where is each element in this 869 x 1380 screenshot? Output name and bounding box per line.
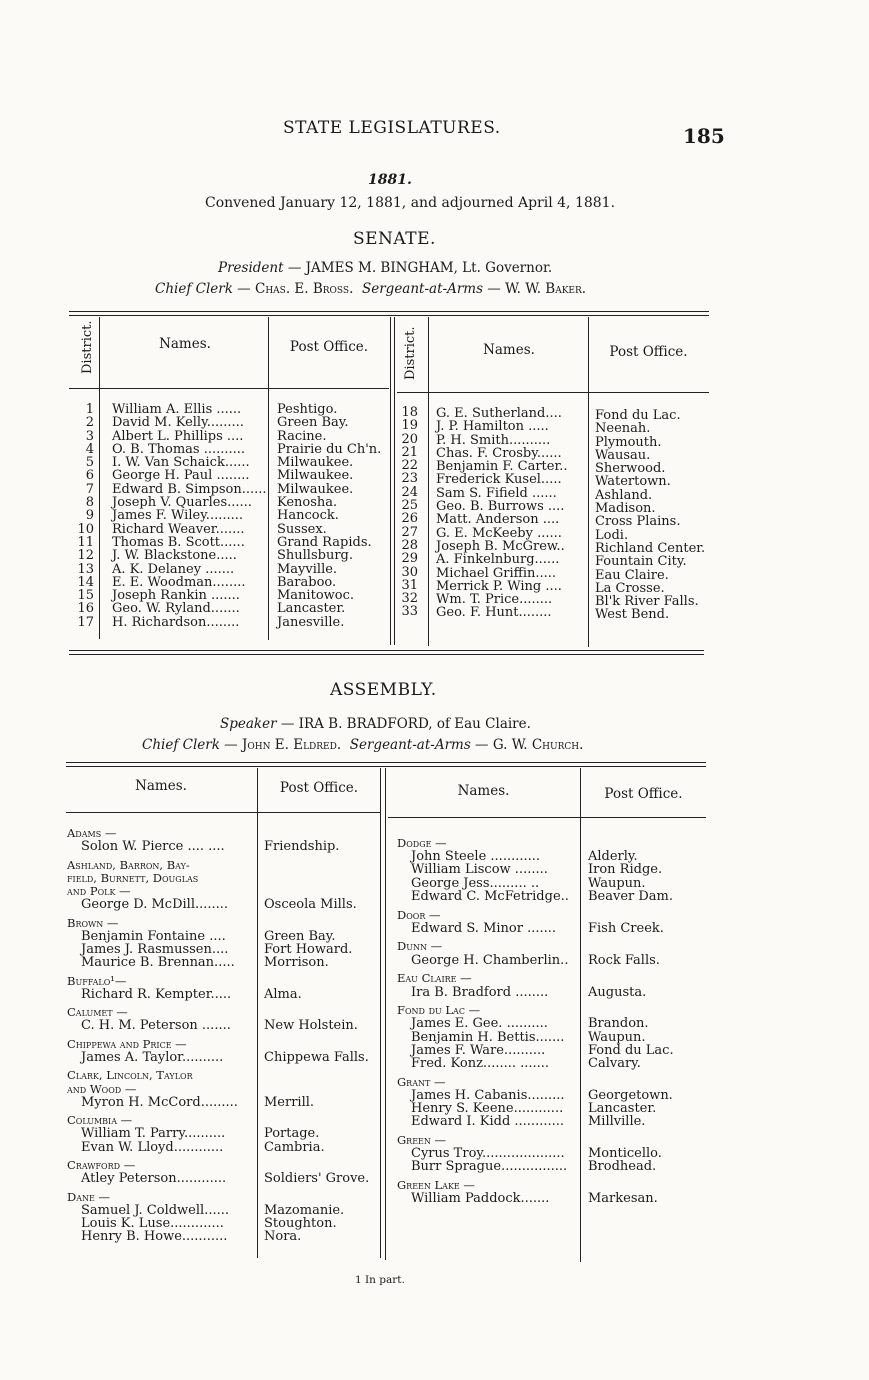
post-office: Lancaster. [277,601,346,617]
district-number: 25 [401,498,418,514]
senate-clerk-label: Chief Clerk — [155,281,251,297]
member-name: Atley Peterson............ [81,1171,227,1187]
senator-name: Geo. B. Burrows .... [436,499,565,515]
post-office: Richland Center. [595,540,706,556]
page-number: 185 [683,124,725,148]
county-heading: Columbia — [67,1113,133,1128]
member-name: Evan W. Lloyd............ [81,1139,224,1155]
member-name: William Liscow ........ [411,862,548,878]
senate-post-office-header-left: Post Office. [289,339,369,355]
president-label: President — [218,260,302,276]
post-office: Ashland. [595,487,653,503]
member-post-office: Calvary. [588,1056,641,1071]
senator-name: Joseph V. Quarles...... [112,495,252,511]
member-post-office: Soldiers' Grove. [264,1171,370,1187]
assembly-title: ASSEMBLY. [330,680,437,700]
member-post-office: Brandon. [588,1016,649,1032]
member-name: Fred. Konz........ ....... [411,1056,550,1071]
member-post-office: Chippewa Falls. [264,1050,369,1065]
district-number: 11 [77,534,94,550]
senator-name: Frederick Kusel..... [436,472,562,488]
assembly-post-office-header-left: Post Office. [279,780,359,796]
member-name: Myron H. McCord......... [81,1094,238,1110]
senator-name: J. W. Blackstone..... [112,548,237,564]
assembly-sergeant-label: Sergeant-at-Arms — [349,737,489,753]
district-number: 13 [77,561,94,577]
member-name: James H. Cabanis......... [411,1087,565,1103]
post-office: West Bend. [595,607,670,623]
district-number: 28 [401,537,418,553]
district-number: 6 [85,468,94,484]
post-office: Wausau. [595,447,651,463]
assembly-speaker-line [220,716,531,732]
senator-name: Benjamin F. Carter.. [436,459,568,475]
member-post-office: Green Bay. [264,928,336,944]
post-office: Milwaukee. [277,468,354,484]
district-number: 7 [85,481,94,497]
member-name: James A. Taylor.......... [81,1050,224,1065]
county-heading: Door — [397,907,441,922]
post-office: Eau Claire. [595,567,669,583]
post-office: Hancock. [277,508,339,524]
post-office: Baraboo. [277,574,337,590]
member-name: Burr Sprague................ [411,1159,568,1175]
post-office: Sherwood. [595,461,666,477]
district-number: 33 [401,604,418,620]
district-number: 32 [401,591,418,607]
senator-name: E. E. Woodman........ [112,574,246,590]
member-post-office: Iron Ridge. [588,862,663,878]
member-name: John Steele ............ [411,849,541,865]
senate-sergeant-label: Sergeant-at-Arms — [361,281,501,297]
footnote: 1 In part. [355,1274,405,1286]
assembly-sergeant-name: G. W. Church. [492,737,584,753]
member-name: Edward I. Kidd ............ [411,1114,564,1130]
post-office: Racine. [277,428,327,444]
post-office: Prairie du Ch'n. [277,441,382,457]
senator-name: O. B. Thomas .......... [112,441,246,457]
senator-name: A. K. Delaney ....... [112,561,235,577]
post-office: Cross Plains. [595,514,681,530]
district-number: 14 [77,574,94,590]
assembly-names-header-left: Names. [135,778,187,794]
district-number: 17 [77,614,94,630]
senator-name: G. E. Sutherland.... [436,406,562,421]
member-post-office: Georgetown. [588,1087,673,1103]
member-post-office: Brodhead. [588,1159,657,1175]
senator-name: Michael Griffin..... [436,565,557,581]
member-name: George H. Chamberlin.. [411,952,569,968]
president-name: JAMES M. BINGHAM, Lt. Governor. [305,260,553,276]
member-name: Ira B. Bradford ........ [411,984,549,1000]
senator-name: Albert L. Phillips .... [112,428,244,444]
district-number: 20 [401,431,418,447]
post-office: Plymouth. [595,434,662,450]
senate-title: SENATE. [353,229,436,249]
county-heading: Crawford — [67,1158,136,1172]
senate-post-office-header-right: Post Office. [609,344,688,360]
senate-president-line [218,260,552,276]
district-number: 23 [401,471,418,487]
post-office: Milwaukee. [277,455,354,471]
county-heading: and Wood — [67,1081,137,1096]
district-number: 5 [85,455,94,471]
county-heading: Chippewa and Price — [67,1036,187,1051]
post-office: La Crosse. [595,580,665,596]
senator-name: Geo. F. Hunt........ [436,605,552,621]
district-number: 21 [401,444,418,460]
member-post-office: Millville. [588,1114,646,1130]
post-office: Janesville. [277,614,345,630]
member-post-office: Portage. [264,1126,320,1142]
senator-name: G. E. McKeeby ...... [436,525,562,541]
assembly-officers-line [142,737,583,753]
member-name: William T. Parry.......... [81,1126,226,1142]
member-post-office: Alma. [264,986,302,1002]
district-number: 19 [401,418,418,434]
senator-name: James F. Wiley......... [112,508,243,524]
senator-name: A. Finkelnburg...... [436,552,560,568]
county-heading: Adams — [67,826,117,840]
county-heading: Buffalo¹— [67,973,127,988]
member-name: Solon W. Pierce .... .... [81,839,225,855]
member-post-office: Waupun. [588,875,646,891]
county-heading: Dodge — [397,836,447,850]
speaker-name: IRA B. BRADFORD, of Eau Claire. [298,716,531,732]
member-post-office: Beaver Dam. [588,888,674,904]
running-title: STATE LEGISLATURES. [283,118,501,138]
post-office: Watertown. [595,474,671,490]
assembly-names-header-right: Names. [457,783,510,799]
district-number: 1 [85,402,94,417]
senator-name: Edward B. Simpson...... [112,481,267,497]
district-number: 4 [85,441,94,457]
member-post-office: Morrison. [264,955,329,971]
member-name: Samuel J. Coldwell...... [81,1202,229,1218]
senate-right-districts [396,406,418,619]
senate-left-post-offices [277,403,381,629]
post-office: Mayville. [277,561,338,577]
senate-right-post-offices [595,409,705,622]
district-number: 10 [77,521,94,537]
district-number: 22 [401,458,418,474]
member-name: George Jess......... .. [411,875,540,891]
county-heading: field, Burnett, Douglas [67,870,199,885]
post-office: Neenah. [595,421,651,437]
county-heading: Ashland, Barron, Bay- [67,857,190,872]
county-heading: Fond du Lac — [397,1003,481,1018]
assembly-post-office-header-right: Post Office. [604,786,683,802]
member-name: Edward C. McFetridge.. [411,888,569,904]
session-dates: Convened January 12, 1881, and adjourned April 4, 1881. [205,195,616,211]
member-post-office: Alderly. [588,849,638,865]
member-post-office: Cambria. [264,1139,325,1155]
post-office: Green Bay. [277,415,349,431]
district-number: 24 [401,484,418,500]
senator-name: George H. Paul ........ [112,468,250,484]
member-post-office: Merrill. [264,1094,315,1110]
session-year: 1881. [368,172,412,188]
county-heading: Calumet — [67,1005,128,1020]
county-heading: Grant — [397,1074,446,1089]
member-name: Edward S. Minor ....... [411,920,557,936]
post-office: Peshtigo. [277,402,338,417]
senator-name: Joseph B. McGrew.. [436,538,565,554]
member-name: Benjamin Fontaine .... [81,928,226,944]
member-post-office: Nora. [264,1229,302,1245]
member-name: C. H. M. Peterson ....... [81,1018,231,1034]
member-name: George D. McDill........ [81,897,229,913]
district-number: 16 [77,601,94,617]
member-name: Henry B. Howe........... [81,1229,228,1245]
senator-name: David M. Kelly......... [112,415,244,431]
senate-district-header-right: District. [403,326,418,380]
senate-names-header-right: Names. [483,342,535,358]
senator-name: Chas. F. Crosby...... [436,445,562,461]
post-office: Lodi. [595,527,629,543]
member-name: Cyrus Troy.................... [411,1146,565,1162]
post-office: Kenosha. [277,495,338,511]
post-office: Sussex. [277,521,327,537]
member-post-office: Fond du Lac. [588,1042,674,1058]
district-number: 9 [85,508,94,524]
member-name: Benjamin H. Bettis....... [411,1029,565,1045]
senate-sergeant-name: W. W. Baker. [505,281,587,297]
member-post-office: Monticello. [588,1146,662,1162]
district-number: 8 [85,495,94,511]
member-name: James E. Gee. .......... [411,1016,548,1032]
senator-name: I. W. Van Schaick...... [112,455,250,471]
member-name: Richard R. Kempter..... [81,986,232,1002]
senate-names-header-left: Names. [159,336,211,352]
county-heading: Green — [397,1133,447,1147]
member-name: William Paddock....... [411,1191,550,1207]
senator-name: Wm. T. Price........ [436,592,553,608]
senator-name: P. H. Smith.......... [436,432,551,448]
district-number: 3 [85,428,94,444]
member-post-office: Waupun. [588,1029,646,1045]
member-post-office: Osceola Mills. [264,897,357,913]
senator-name: Matt. Anderson .... [436,512,560,528]
county-heading: and Polk — [67,884,131,898]
post-office: Fountain City. [595,554,687,570]
senator-name: Thomas B. Scott...... [112,534,245,550]
senator-name: William A. Ellis ...... [112,402,242,417]
post-office: Manitowoc. [277,588,355,604]
member-post-office: New Holstein. [264,1018,358,1034]
senate-clerk-name: Chas. E. Bross. [254,281,354,297]
district-number: 2 [85,415,94,431]
member-post-office: Fort Howard. [264,942,353,957]
post-office: Madison. [595,501,656,517]
member-post-office: Markesan. [588,1191,658,1207]
member-name: Henry S. Keene............ [411,1101,564,1117]
speaker-label: Speaker — [220,716,295,732]
post-office: Shullsburg. [277,548,354,564]
member-post-office: Stoughton. [264,1216,337,1231]
senate-district-header-left: District. [80,320,95,374]
district-number: 27 [401,524,418,540]
county-heading: Dunn — [397,939,443,954]
member-name: James J. Rasmussen.... [81,942,229,957]
district-number: 12 [77,548,94,564]
district-number: 31 [401,577,418,593]
member-name: Maurice B. Brennan..... [81,955,235,971]
assembly-clerk-name: John E. Eldred. [241,737,342,753]
member-post-office: Augusta. [588,984,647,1000]
post-office: Milwaukee. [277,481,354,497]
member-name: James F. Ware.......... [411,1042,546,1058]
county-heading: Green Lake — [397,1178,475,1193]
post-office: Bl'k River Falls. [595,594,699,610]
senate-left-names [112,403,267,629]
county-heading: Eau Claire — [397,971,472,986]
member-post-office: Friendship. [264,839,340,855]
senator-name: Joseph Rankin ....... [112,588,240,604]
senate-right-names [436,407,568,620]
senate-left-districts [70,403,94,629]
district-number: 15 [77,588,94,604]
district-number: 18 [401,405,418,420]
district-number: 26 [401,511,418,527]
post-office: Fond du Lac. [595,408,681,423]
member-post-office: Mazomanie. [264,1202,345,1218]
member-post-office: Fish Creek. [588,920,664,936]
senator-name: J. P. Hamilton ..... [436,419,549,435]
assembly-clerk-label: Chief Clerk — [142,737,238,753]
senator-name: H. Richardson........ [112,614,240,630]
senate-officers-line [155,281,586,297]
district-number: 30 [401,564,418,580]
member-name: Louis K. Luse............. [81,1216,224,1231]
district-number: 29 [401,551,418,567]
post-office: Grand Rapids. [277,534,372,550]
county-heading: Brown — [67,915,119,930]
senator-name: Merrick P. Wing .... [436,578,562,594]
senator-name: Richard Weaver....... [112,521,245,537]
member-post-office: Lancaster. [588,1101,657,1117]
member-post-office: Rock Falls. [588,952,660,968]
senator-name: Sam S. Fifield ...... [436,485,557,501]
county-heading: Clark, Lincoln, Taylor [67,1068,193,1083]
county-heading: Dane — [67,1189,110,1204]
senator-name: Geo. W. Ryland....... [112,601,240,617]
